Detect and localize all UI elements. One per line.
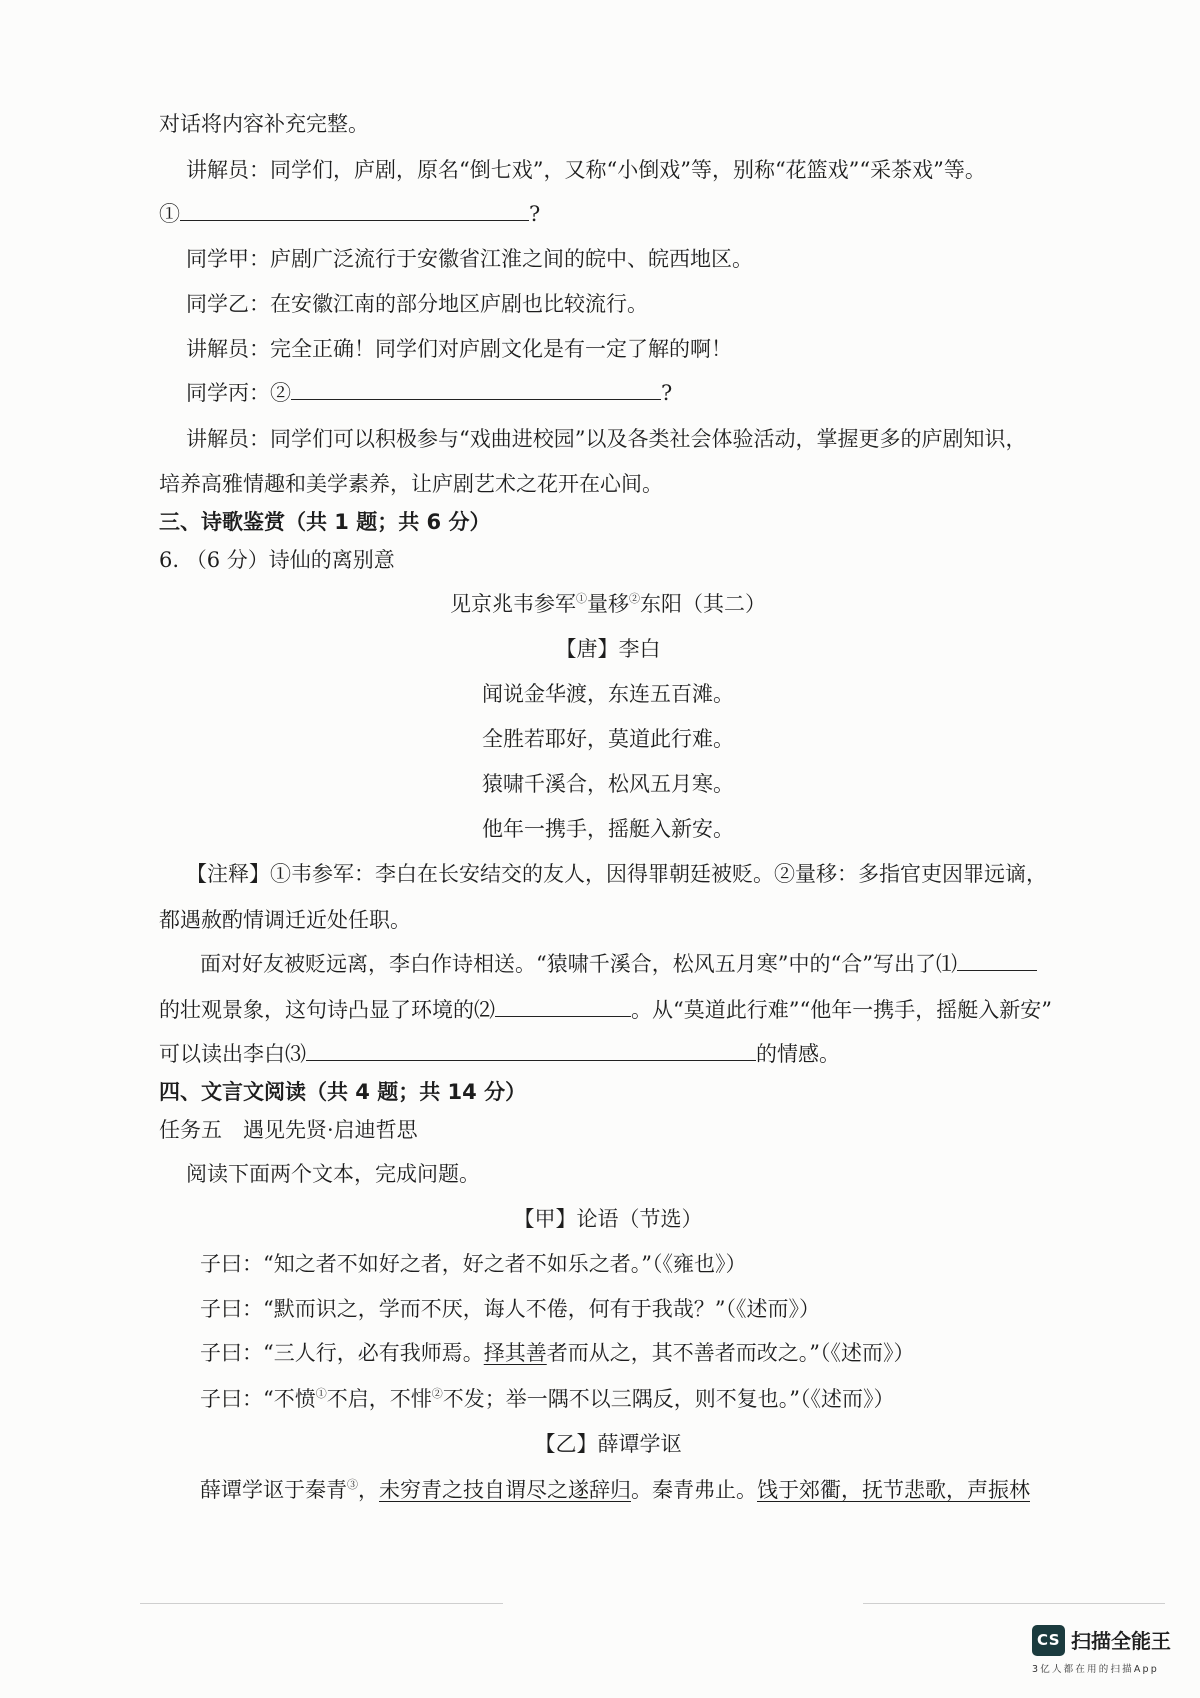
- xuetan-line-1: [200, 1478, 1030, 1502]
- underlined-phrase: 饯于郊衢，抚节悲歌，声振林: [757, 1478, 1030, 1502]
- poem-line: 他年一携手，摇艇入新安。: [482, 817, 734, 841]
- poem-task-text: 的情感。: [756, 1042, 840, 1066]
- section-3-heading: 三、诗歌鉴赏（共 1 题；共 6 分）: [159, 510, 491, 534]
- camscanner-tagline: 3亿人都在用的扫描App: [1032, 1664, 1160, 1675]
- xuetan-text: 薛谭学讴于秦青: [200, 1478, 347, 1502]
- answer-blank-poem-1: [957, 952, 1037, 971]
- analects-text: 不发；举一隅不以三隅反，则不复也。”（《述而》）: [442, 1387, 895, 1411]
- student-a-line: 同学甲：庐剧广泛流行于安徽省江淮之间的皖中、皖西地区。: [186, 247, 753, 271]
- analects-text: 子曰：“三人行，必有我师焉。: [200, 1341, 484, 1365]
- text-a-title: 【甲】论语（节选）: [513, 1207, 703, 1231]
- poem-task-text: 。从“莫道此行难”“他年一携手，摇艇入新安”: [631, 998, 1052, 1022]
- poem-task-line-1: [200, 952, 1037, 976]
- question-6-title: 6. （6 分）诗仙的离别意: [159, 548, 395, 572]
- section-4-heading: 四、文言文阅读（共 4 题；共 14 分）: [159, 1080, 527, 1104]
- poem-title-part: 见京兆韦参军: [450, 592, 576, 616]
- footer-rule-right: [863, 1603, 1165, 1604]
- answer-blank-poem-3: [306, 1042, 756, 1061]
- analects-text: 者而从之，其不善者而改之。”（《述而》）: [546, 1341, 915, 1365]
- footnote-marker: ①: [576, 592, 587, 605]
- analects-text: 不启，不悱: [326, 1387, 432, 1411]
- poem-task-line-3: [159, 1042, 840, 1066]
- xuetan-text: 。秦青弗止。: [631, 1478, 757, 1502]
- analects-line-2: 子曰：“默而识之，学而不厌，诲人不倦，何有于我哉？”（《述而》）: [200, 1297, 820, 1321]
- blank-1-line: [159, 202, 540, 226]
- underlined-phrase: 择其善: [483, 1341, 547, 1365]
- poem-line: 全胜若耶好，莫道此行难。: [482, 727, 734, 751]
- student-c-line: [186, 381, 672, 405]
- poem-notes-line-2: 都遇赦酌情调迁近处任职。: [159, 908, 411, 932]
- poem-task-text: 可以读出李白⑶: [159, 1042, 306, 1066]
- guide-line-1: 讲解员：同学们，庐剧，原名“倒七戏”，又称“小倒戏”等，别称“花篮戏”“采茶戏”等。: [186, 158, 986, 182]
- poem-title-part: 东阳（其二）: [640, 592, 766, 616]
- poem-task-text: 的壮观景象，这句诗凸显了环境的⑵: [159, 998, 495, 1022]
- analects-line-4: [200, 1387, 894, 1411]
- footer-rule-left: [140, 1603, 503, 1604]
- text-b-title: 【乙】薛谭学讴: [534, 1432, 682, 1456]
- guide-line-3b: 培养高雅情趣和美学素养，让庐剧艺术之花开在心间。: [159, 472, 663, 496]
- footnote-marker: ③: [347, 1478, 358, 1491]
- poem-author: 【唐】李白: [555, 637, 661, 661]
- footnote-marker: ②: [431, 1387, 443, 1400]
- camscanner-name: 扫描全能王: [1071, 1629, 1171, 1653]
- student-c-prefix: 同学丙：②: [186, 381, 291, 405]
- analects-line-3: [200, 1341, 914, 1365]
- footnote-marker: ①: [315, 1387, 327, 1400]
- poem-line: 猿啸千溪合，松风五月寒。: [482, 772, 734, 796]
- dialogue-intro: 对话将内容补充完整。: [159, 112, 369, 136]
- student-b-line: 同学乙：在安徽江南的部分地区庐剧也比较流行。: [186, 292, 648, 316]
- answer-blank-2: [291, 381, 661, 400]
- poem-title-part: 量移: [587, 592, 629, 616]
- blank-1-end: ?: [529, 202, 541, 226]
- poem-notes-line-1: 【注释】①韦参军：李白在长安结交的友人，因得罪朝廷被贬。②量移：多指官吏因罪远谪，: [186, 862, 1047, 886]
- poem-task-text: 面对好友被贬远离，李白作诗相送。“猿啸千溪合，松风五月寒”中的“合”写出了⑴: [200, 952, 957, 976]
- guide-line-3a: 讲解员：同学们可以积极参与“戏曲进校园”以及各类社会体验活动，掌握更多的庐剧知识，: [186, 427, 1027, 451]
- guide-line-2: 讲解员：完全正确！同学们对庐剧文化是有一定了解的啊！: [186, 337, 732, 361]
- reading-instruction: 阅读下面两个文本，完成问题。: [186, 1162, 480, 1186]
- xuetan-text: ，: [358, 1478, 379, 1502]
- task-5-title: 任务五 遇见先贤·启迪哲思: [159, 1118, 418, 1142]
- poem-line: 闻说金华渡，东连五百滩。: [482, 682, 734, 706]
- poem-task-line-2: [159, 998, 1052, 1022]
- footnote-marker: ②: [629, 592, 640, 605]
- blank-2-end: ?: [661, 381, 673, 405]
- underlined-phrase: 未穷青之技自谓尽之遂辞归: [379, 1478, 631, 1502]
- analects-line-1: 子曰：“知之者不如好之者，好之者不如乐之者。”（《雍也》）: [200, 1252, 747, 1276]
- camscanner-logo-icon: CS: [1032, 1625, 1065, 1656]
- answer-blank-1: [180, 202, 529, 221]
- poem-title: [208, 592, 1008, 616]
- blank-1-marker: ①: [159, 202, 180, 226]
- answer-blank-poem-2: [495, 998, 631, 1017]
- analects-text: 子曰：“不愤: [200, 1387, 316, 1411]
